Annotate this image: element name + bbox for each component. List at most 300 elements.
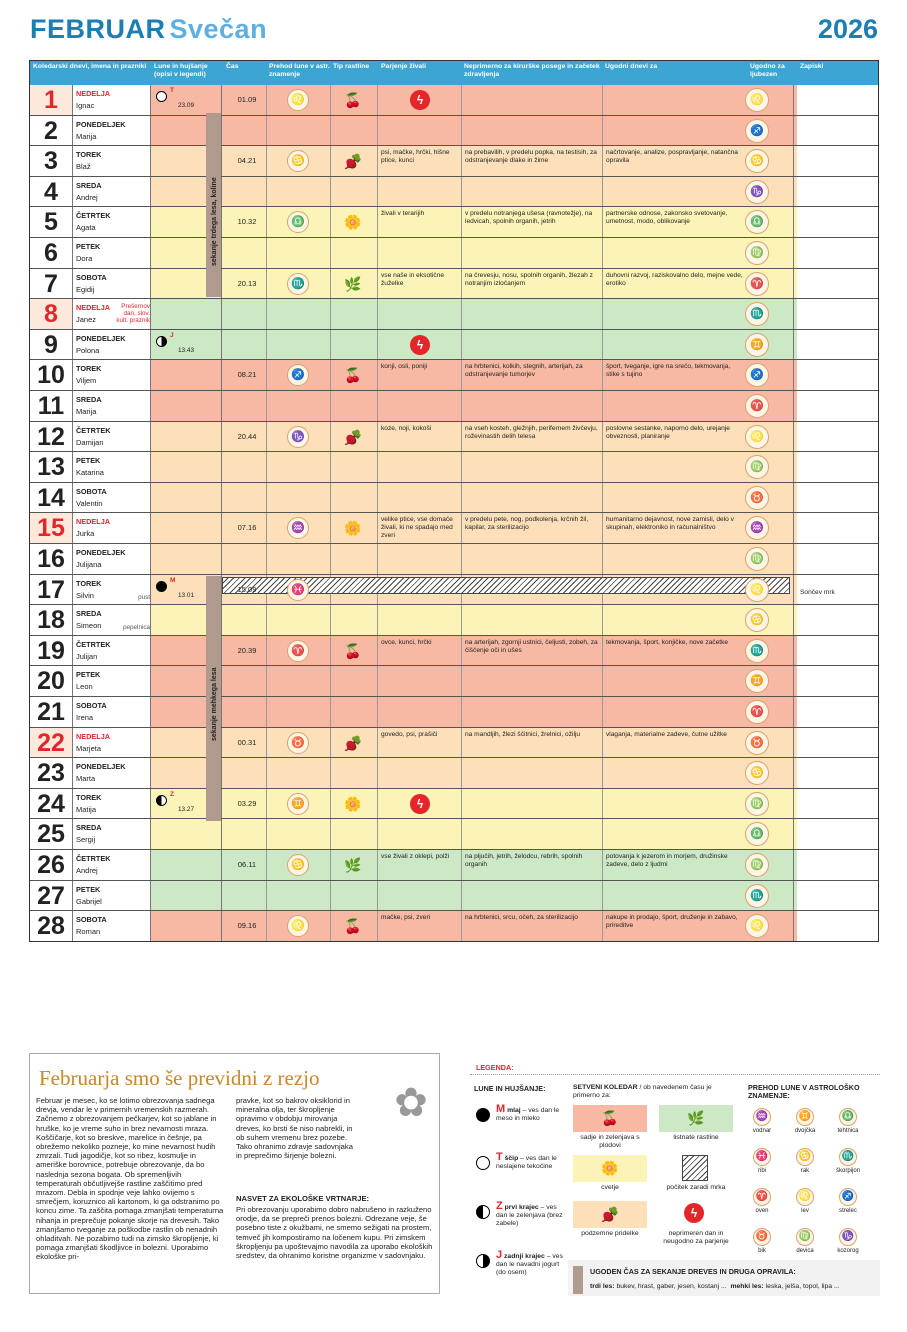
header-plant: Tip rastline [333, 63, 370, 70]
day-number: 5 [30, 207, 73, 237]
weekday: TOREK [76, 792, 102, 802]
zodiac-label: devica [796, 1248, 814, 1254]
favourable-text: tekmovanja, šport, konjičke, nove začetke [606, 638, 729, 646]
sow-title: SETVENI KOLEDAR [573, 1084, 638, 1091]
table-row [30, 850, 878, 881]
cherry-icon: 🍒 [344, 642, 362, 659]
name-day: Matija [76, 804, 97, 814]
weekday: TOREK [76, 364, 102, 374]
header-surgery: Neprimerno za kirurške posege in začetek zdravljenja [464, 63, 600, 78]
day-number: 19 [30, 636, 73, 666]
header-zodiac: Prehod lune v astr. znamenje [269, 63, 330, 78]
name-day: Leon [76, 682, 93, 692]
flower-icon: 🌼 [344, 214, 362, 231]
surgery-text: na arterijah, zgornji ustnici, čeljusti, zobeh, za čiščenje oči in ušes [465, 638, 598, 654]
name-day: Damijan [76, 437, 104, 447]
name-day: Ignac [76, 101, 95, 110]
header-mating: Parjenje živali [381, 63, 426, 70]
new-moon-desc: – ves dan le meso in mleko [496, 1107, 560, 1122]
zodiac-label: kozorog [837, 1248, 859, 1254]
weekday: SREDA [76, 609, 102, 619]
zodiac-vodnar-icon: ♒ [753, 1108, 771, 1126]
name-day: Marija [76, 407, 97, 416]
day-number: 16 [30, 544, 73, 574]
zodiac-devica-icon: ♍ [796, 1228, 814, 1246]
zodiac-tehtnica-icon: ♎ [287, 211, 309, 233]
day-note: pust [138, 593, 150, 601]
name-day: Irena [76, 713, 94, 722]
zodiac-label: škorpijon [835, 1168, 860, 1174]
zodiac-lev-icon: ♌ [287, 89, 309, 111]
swatch-flower [573, 1155, 647, 1182]
article-tip-title: NASVET ZA EKOLOŠKE VRTNARJE: [236, 1194, 370, 1203]
weekday: SOBOTA [76, 701, 107, 710]
zodiac-label: lev [801, 1208, 809, 1214]
name-day: Valentin [76, 498, 103, 508]
weekday: NEDELJA [76, 303, 111, 313]
table-row [30, 819, 878, 850]
weekday: PETEK [76, 670, 101, 680]
love-dvojčka-icon: ♊ [745, 669, 769, 693]
flower-icon: 🌼 [601, 1160, 619, 1176]
swatch-root [573, 1201, 647, 1228]
label-flower: cvetje [601, 1184, 619, 1191]
blossom-illustration: ✿ [394, 1081, 428, 1125]
weekday: ČETRTEK [76, 425, 111, 435]
full-moon-desc: – ves dan le neslajene tekočine [496, 1155, 557, 1170]
surgery-text: na črevesju, nosu, spolnih organih, žlezah z notranjim izločanjem [465, 271, 593, 287]
zodiac-legend-kozorog [834, 1228, 862, 1254]
zodiac-tehtnica-icon: ♎ [839, 1108, 857, 1126]
name-day: Agata [76, 223, 96, 233]
table-row [30, 116, 878, 147]
transit-time: 20.39 [237, 645, 257, 655]
love-oven-icon: ♈ [745, 272, 769, 296]
table-row [30, 605, 878, 636]
zodiac-legend-strelec [834, 1188, 862, 1214]
zodiac-rak-icon: ♋ [287, 854, 309, 876]
full-moon-icon [476, 1156, 490, 1170]
zodiac-rak-icon: ♋ [287, 150, 309, 172]
article-title: Februarja smo še previdni z rezjo [39, 1066, 320, 1090]
table-row [30, 207, 878, 238]
zodiac-legend-tehtnica [834, 1108, 862, 1134]
moon-letter: T [170, 87, 174, 94]
zodiac-legend-ribi [748, 1148, 776, 1174]
table-row [30, 85, 878, 116]
bad-day-icon: ϟ [684, 1203, 704, 1223]
name-day: Simeon [76, 621, 102, 631]
love-oven-icon: ♈ [745, 700, 769, 724]
surgery-text: v predelu pete, nog, podkolenja, krčnih žil, kapilar, za sterilizacijo [465, 516, 589, 532]
article-column-2a: pravke, kot so bakrov oksiklorid in mineralna olja, ter škropljenje opravimo v obdobju mirovanja dreves, ko brsti še niso nabrekli, in ob suhem vremenu brez pozebe. Tako ohranimo zdravje sadovnjaka in preprečimo širjenje bolezni. [236, 1096, 353, 1161]
day-number: 10 [30, 360, 73, 390]
mating-text: koze, noji, kokoši [381, 424, 432, 432]
cherry-icon: 🍒 [344, 918, 362, 935]
zodiac-legend-dvojčka [791, 1108, 819, 1134]
swatch-fruit [573, 1105, 647, 1132]
zodiac-label: dvojčka [794, 1128, 816, 1134]
transit-time: 00.31 [237, 737, 257, 747]
zodiac-lev-icon: ♌ [287, 915, 309, 937]
weekday: TOREK [76, 150, 102, 160]
name-day: Blaž [76, 162, 91, 172]
name-day: Jurka [76, 529, 95, 539]
table-row [30, 513, 878, 544]
day-note: pepelnica [123, 624, 150, 632]
name-day: Marjeta [76, 743, 102, 753]
label-bad-day: neprimeren dan in neugodno za parjenje [663, 1230, 729, 1245]
last-quarter-name: zadnji krajec [504, 1253, 545, 1260]
weekday: SREDA [76, 823, 102, 833]
love-lev-icon: ♌ [745, 425, 769, 449]
moon-phase-icon [156, 336, 167, 347]
table-row [30, 666, 878, 697]
day-number: 1 [30, 85, 73, 115]
beet-icon: 🫜 [344, 153, 362, 170]
love-vodnar-icon: ♒ [745, 516, 769, 540]
weekday: NEDELJA [76, 517, 111, 527]
table-row [30, 238, 878, 269]
header-love: Ugodno za ljubezen [750, 63, 785, 78]
weekday: SREDA [76, 395, 102, 404]
surgery-text: na pljučih, jetrih, želodcu, rebrih, spolnih organih [465, 853, 583, 868]
label-eclipse: počitek zaradi mrka [666, 1184, 726, 1191]
table-row [30, 758, 878, 789]
day-number: 6 [30, 238, 73, 268]
love-rak-icon: ♋ [745, 761, 769, 785]
love-lev-icon: ♌ [745, 578, 769, 602]
day-number: 8 [30, 299, 73, 329]
legend-title: LEGENDA: [476, 1063, 514, 1072]
name-day: Julijana [76, 560, 102, 569]
swatch-leaf [659, 1105, 733, 1132]
hard-wood-list: bukev, hrast, gaber, jesen, kostanj ... [616, 1283, 727, 1290]
zodiac-kozorog-icon: ♑ [839, 1228, 857, 1246]
holiday-note: Prešernov dan, slov. kult. praznik [116, 303, 150, 325]
zodiac-label: bik [758, 1248, 766, 1254]
love-oven-icon: ♈ [745, 394, 769, 418]
table-header [30, 61, 878, 85]
beet-icon: 🫜 [344, 428, 362, 445]
flower-icon: 🌼 [344, 795, 362, 812]
transit-time: 07.16 [237, 523, 257, 533]
header-favourable: Ugodni dnevi za [605, 63, 658, 70]
surgery-text: na mandljih, žlezi ščitnici, žrelnici, ožilju [465, 730, 581, 738]
beet-icon: 🫜 [601, 1206, 619, 1222]
day-number: 24 [30, 789, 73, 819]
leaf-icon: 🌿 [344, 275, 362, 292]
day-number: 23 [30, 758, 73, 788]
name-day: Dora [76, 254, 93, 263]
hard-wood-label: sekanje trdega lesa, koline [211, 177, 218, 266]
name-day: Roman [76, 927, 101, 937]
love-devica-icon: ♍ [745, 547, 769, 571]
love-škorpijon-icon: ♏ [745, 884, 769, 908]
last-quarter-desc: – ves dan le navadni jogurt (do osem) [496, 1253, 563, 1276]
mating-text: živali v terarijih [381, 210, 425, 218]
weekday: ČETRTEK [76, 639, 111, 649]
zodiac-label: vodnar [752, 1128, 772, 1134]
year-label: 2026 [817, 14, 878, 44]
zodiac-oven-icon: ♈ [753, 1188, 771, 1206]
love-dvojčka-icon: ♊ [745, 333, 769, 357]
zodiac-rak-icon: ♋ [796, 1148, 814, 1166]
full-moon-letter: T [496, 1151, 503, 1163]
flower-icon: 🌼 [344, 520, 362, 537]
zodiac-legend-vodnar [748, 1108, 776, 1134]
weekday: PONEDELJEK [76, 119, 126, 129]
transit-time: 10.32 [237, 217, 257, 227]
surgery-text: na vseh kosteh, gležnjih, perifernem živčevju, roževinastih delih telesa [465, 424, 598, 440]
moon-time: 13.43 [178, 346, 194, 354]
day-number: 11 [30, 391, 73, 421]
table-row [30, 636, 878, 667]
transit-time: 04.21 [237, 156, 257, 166]
name-day: Silvin [76, 590, 94, 600]
day-number: 2 [30, 116, 73, 146]
zodiac-legend-škorpijon [834, 1148, 862, 1174]
zodiac-legend-rak [791, 1148, 819, 1174]
day-number: 22 [30, 728, 73, 758]
new-moon-letter: M [496, 1103, 506, 1115]
soft-wood-list: leska, jelša, topol, lipa ... [765, 1283, 840, 1290]
favourable-text: partnerske odnose, zakonsko svetovanje, umetnost, modo, oblikovanje [606, 210, 728, 226]
love-lev-icon: ♌ [745, 88, 769, 112]
love-devica-icon: ♍ [745, 455, 769, 479]
love-tehtnica-icon: ♎ [745, 822, 769, 846]
label-root: podzemne pridelke [581, 1230, 639, 1237]
first-quarter-name: prvi krajec [504, 1204, 539, 1211]
weekday: PETEK [76, 242, 101, 251]
header-days: Koledarski dnevi, imena in prazniki [33, 63, 147, 70]
last-quarter-icon [476, 1254, 490, 1268]
name-day: Marija [76, 131, 97, 141]
zodiac-label: ribi [757, 1168, 766, 1174]
mating-text: mačke, psi, zveri [381, 914, 431, 922]
transit-time: 20.44 [237, 431, 257, 441]
table-row [30, 544, 878, 575]
zodiac-oven-icon: ♈ [287, 640, 309, 662]
favourable-text: poslovne sestanke, naporno delo, urejanje obveznosti, planiranje [606, 424, 730, 440]
soft-wood-label: sekanje mehkega lesa [211, 667, 218, 741]
surgery-text: v predelu notranjega ušesa (ravnotežje), na ledvicah, spolnih organih, jetrih [465, 210, 593, 226]
cherry-icon: 🍒 [344, 367, 362, 384]
favourable-text: nakupe in prodajo, šport, druženje in zabavo, prireditve [606, 914, 738, 930]
love-rak-icon: ♋ [745, 608, 769, 632]
weekday: SOBOTA [76, 915, 107, 925]
weekday: PONEDELJEK [76, 762, 126, 772]
table-row [30, 881, 878, 912]
favourable-text: humanitarno dejavnost, nove zamisli, delo v skupinah, elektroniko in računalništvo [606, 516, 734, 532]
surgery-text: na hrbtenici, srcu, očeh, za sterilizacijo [465, 914, 578, 922]
weekday: SREDA [76, 180, 102, 190]
article-column-2b: Pri obrezovanju uporabimo dobro nabrušeno in razkuženo orodje, da se prepreči prenos bolezni. Odrezane veje, še posebno tiste z okužbami, ne smemo sežigati na prostem, temveč jih kompostiramo na ločenem kupu. Pri zimskem škropljenju pa upoštevajmo navodila za uporabo ekoloških sredstev, da ohranimo koristne organizme v sadovnjaku. [236, 1205, 433, 1261]
soft-wood-legend-label: mehki les: [730, 1283, 764, 1290]
name-day: Marta [76, 774, 96, 784]
name-day: Sergij [76, 835, 96, 845]
zodiac-label: tehtnica [837, 1128, 859, 1134]
weekday: NEDELJA [76, 89, 111, 98]
day-number: 12 [30, 422, 73, 452]
table-row [30, 360, 878, 391]
zodiac-legend-bik [748, 1228, 776, 1254]
love-škorpijon-icon: ♏ [745, 302, 769, 326]
cherry-icon: 🍒 [344, 92, 362, 108]
mating-text: vse naše in eksotične žuželke [381, 271, 445, 287]
sow-subtitle: / ob navedenem času je primerno za: [573, 1084, 712, 1099]
weekday: PONEDELJEK [76, 333, 126, 343]
mating-text: vse živali z oklepi, polži [381, 853, 450, 860]
day-number: 25 [30, 819, 73, 849]
transit-time: 01.09 [237, 95, 257, 104]
name-day: Viljem [76, 376, 97, 386]
day-number: 7 [30, 269, 73, 299]
love-bik-icon: ♉ [745, 731, 769, 755]
love-bik-icon: ♉ [745, 486, 769, 510]
transit-time: 09.16 [237, 921, 257, 931]
header-moons: Lune in hujšanje (opisi v legendi) [154, 63, 208, 78]
favourable-text: vlaganja, materialne zadeve, čutne užitke [606, 730, 727, 738]
name-day: Julijan [76, 651, 98, 661]
weekday: SOBOTA [76, 272, 107, 282]
mating-text: govedo, psi, prašiči [381, 730, 438, 738]
weekday: PONEDELJEK [76, 548, 126, 557]
leaf-icon: 🌿 [687, 1110, 705, 1126]
hard-wood-legend-label: trdi les: [590, 1283, 615, 1290]
name-day: Andrej [76, 866, 98, 875]
day-number: 9 [30, 330, 73, 360]
transit-time: 20.13 [237, 278, 257, 288]
zodiac-škorpijon-icon: ♏ [839, 1148, 857, 1166]
zodiac-kozorog-icon: ♑ [287, 426, 309, 448]
day-number: 14 [30, 483, 73, 513]
header-notes: Zapiski [800, 63, 824, 70]
favourable-text: duhovni razvoj, raziskovalno delo, mejne vede, erotiko [606, 271, 743, 287]
bad-day-icon: ϟ [410, 335, 430, 355]
name-day: Egidij [76, 284, 95, 294]
moon-phase-icon [156, 91, 167, 102]
article-box [29, 1053, 440, 1294]
new-moon-icon [476, 1108, 490, 1122]
table-row [30, 697, 878, 728]
love-škorpijon-icon: ♏ [745, 639, 769, 663]
day-number: 13 [30, 452, 73, 482]
transit-time: 08.21 [237, 370, 257, 380]
transit-time: 03.29 [237, 798, 257, 808]
name-day: Katarina [76, 468, 104, 478]
table-row [30, 728, 878, 759]
moon-time: 23.09 [178, 102, 194, 109]
zodiac-label: rak [800, 1168, 810, 1174]
weekday: ČETRTEK [76, 854, 111, 863]
weekday: NEDELJA [76, 731, 111, 741]
label-leaf: listnate rastline [673, 1134, 719, 1141]
mating-text: ovce, kunci, hrčki [381, 638, 432, 646]
love-devica-icon: ♍ [745, 792, 769, 816]
name-day: Andrej [76, 192, 98, 202]
surgery-text: na prebavilih, v predelu popka, na testisih, za odstranjevanje dlake in žime [465, 149, 597, 165]
table-row [30, 269, 878, 300]
day-number: 28 [30, 911, 73, 941]
zodiac-strelec-icon: ♐ [287, 364, 309, 386]
moon-time: 13.27 [178, 805, 194, 813]
table-row [30, 391, 878, 422]
label-fruit: sadje in zelenjava s plodovi [580, 1134, 640, 1149]
table-row [30, 452, 878, 483]
table-row [30, 911, 878, 942]
transit-time: 06.11 [237, 860, 257, 869]
love-devica-icon: ♍ [745, 241, 769, 265]
table-row [30, 422, 878, 453]
love-lev-icon: ♌ [745, 914, 769, 938]
day-number: 18 [30, 605, 73, 635]
first-quarter-desc: – ves dan le zelenjava (brez zabele) [496, 1204, 563, 1227]
transit-time: 15.09 [237, 584, 257, 594]
weekday: SOBOTA [76, 486, 107, 496]
zodiac-ribi-icon: ♓ [753, 1148, 771, 1166]
first-quarter-letter: Z [496, 1200, 503, 1212]
zodiac-title: PREHOD LUNE V ASTROLOŠKO ZNAMENJE: [748, 1083, 860, 1100]
first-quarter-icon [476, 1205, 490, 1219]
love-kozorog-icon: ♑ [745, 180, 769, 204]
bad-day-icon: ϟ [410, 794, 430, 814]
love-devica-icon: ♍ [745, 853, 769, 877]
zodiac-lev-icon: ♌ [796, 1188, 814, 1206]
calendar-table [29, 60, 879, 942]
weekday: PETEK [76, 884, 101, 894]
table-row [30, 146, 878, 177]
table-row [30, 299, 878, 330]
zodiac-strelec-icon: ♐ [839, 1188, 857, 1206]
zodiac-bik-icon: ♉ [287, 732, 309, 754]
love-strelec-icon: ♐ [745, 363, 769, 387]
name-day: Gabrijel [76, 896, 102, 906]
favourable-text: potovanja k jezerom in morjem, družinske zadeve, delo z ljudmi [606, 853, 728, 868]
day-number: 27 [30, 881, 73, 911]
article-column-1: Februar je mesec, ko se lotimo obrezovanja sadnega drevja, vendar le v primernih vremenskih razmerah. Začnemo z obrezovanjem pečkarjev, kot so jablane in hruške, ko je vreme suho in brez nevarnosti mraza. Koščičarje, kot so breskve, marelice in češnje, pa obrežemo nekoliko pozneje, ko mine nevarnost hudih zmrzali. Tudi jagodičje, kot so ribez, kosmulje in ameriške borovnice, potrebuje obrezovanje, da bo naslednja sezona bogata. Ob spremenljivih temperaturah občutljivejše rastline zaščitimo pred mrazom. Debla in spodnje veje lahko ovijemo s smrečjem, koruznico ali kartonom, ki ga odstranimo po koncu zime. Ta zaščita pomaga zmanjšati temperaturna nihanja in preprečuje pokanje skorje na drevesih. Tako zmanjšamo tveganje za poškodbe rastlin ob nenadnih ohladitvah. Ne pozabimo tudi na zimsko škropljenje, ki pomaga zmanjšati škodljivce in bolezni. Uporabimo ekološke pri- [36, 1096, 224, 1262]
table-row [30, 483, 878, 514]
zodiac-škorpijon-icon: ♏ [287, 273, 309, 295]
zodiac-dvojčka-icon: ♊ [796, 1108, 814, 1126]
note-text: Sončev mrk [800, 588, 835, 596]
zodiac-label: strelec [839, 1208, 857, 1214]
love-strelec-icon: ♐ [745, 119, 769, 143]
cherry-icon: 🍒 [601, 1110, 619, 1126]
day-number: 3 [30, 146, 73, 176]
weekday: PETEK [76, 456, 101, 466]
zodiac-dvojčka-icon: ♊ [287, 793, 309, 815]
legend-divider [470, 1074, 880, 1075]
leaf-icon: 🌿 [344, 857, 362, 873]
moon-phase-icon [156, 795, 167, 806]
love-tehtnica-icon: ♎ [745, 210, 769, 234]
moon-letter: Z [170, 790, 174, 798]
favourable-text: šport, tveganje, igre na srečo, tekmovanja, stike s tujino [606, 363, 731, 379]
day-number: 21 [30, 697, 73, 727]
moon-phase-icon [156, 581, 167, 592]
name-day: Polona [76, 345, 100, 355]
zodiac-legend-lev [791, 1188, 819, 1214]
day-number: 17 [30, 575, 73, 605]
moon-letter: J [170, 331, 174, 339]
beet-icon: 🫜 [344, 734, 362, 751]
weekday: TOREK [76, 578, 102, 588]
favourable-text: načrtovanje, analize, pospravljanje, natančna opravila [606, 149, 738, 165]
moon-time: 13.01 [178, 591, 194, 599]
zodiac-legend-devica [791, 1228, 819, 1254]
page-title: FEBRUAR Svečan [30, 14, 268, 44]
